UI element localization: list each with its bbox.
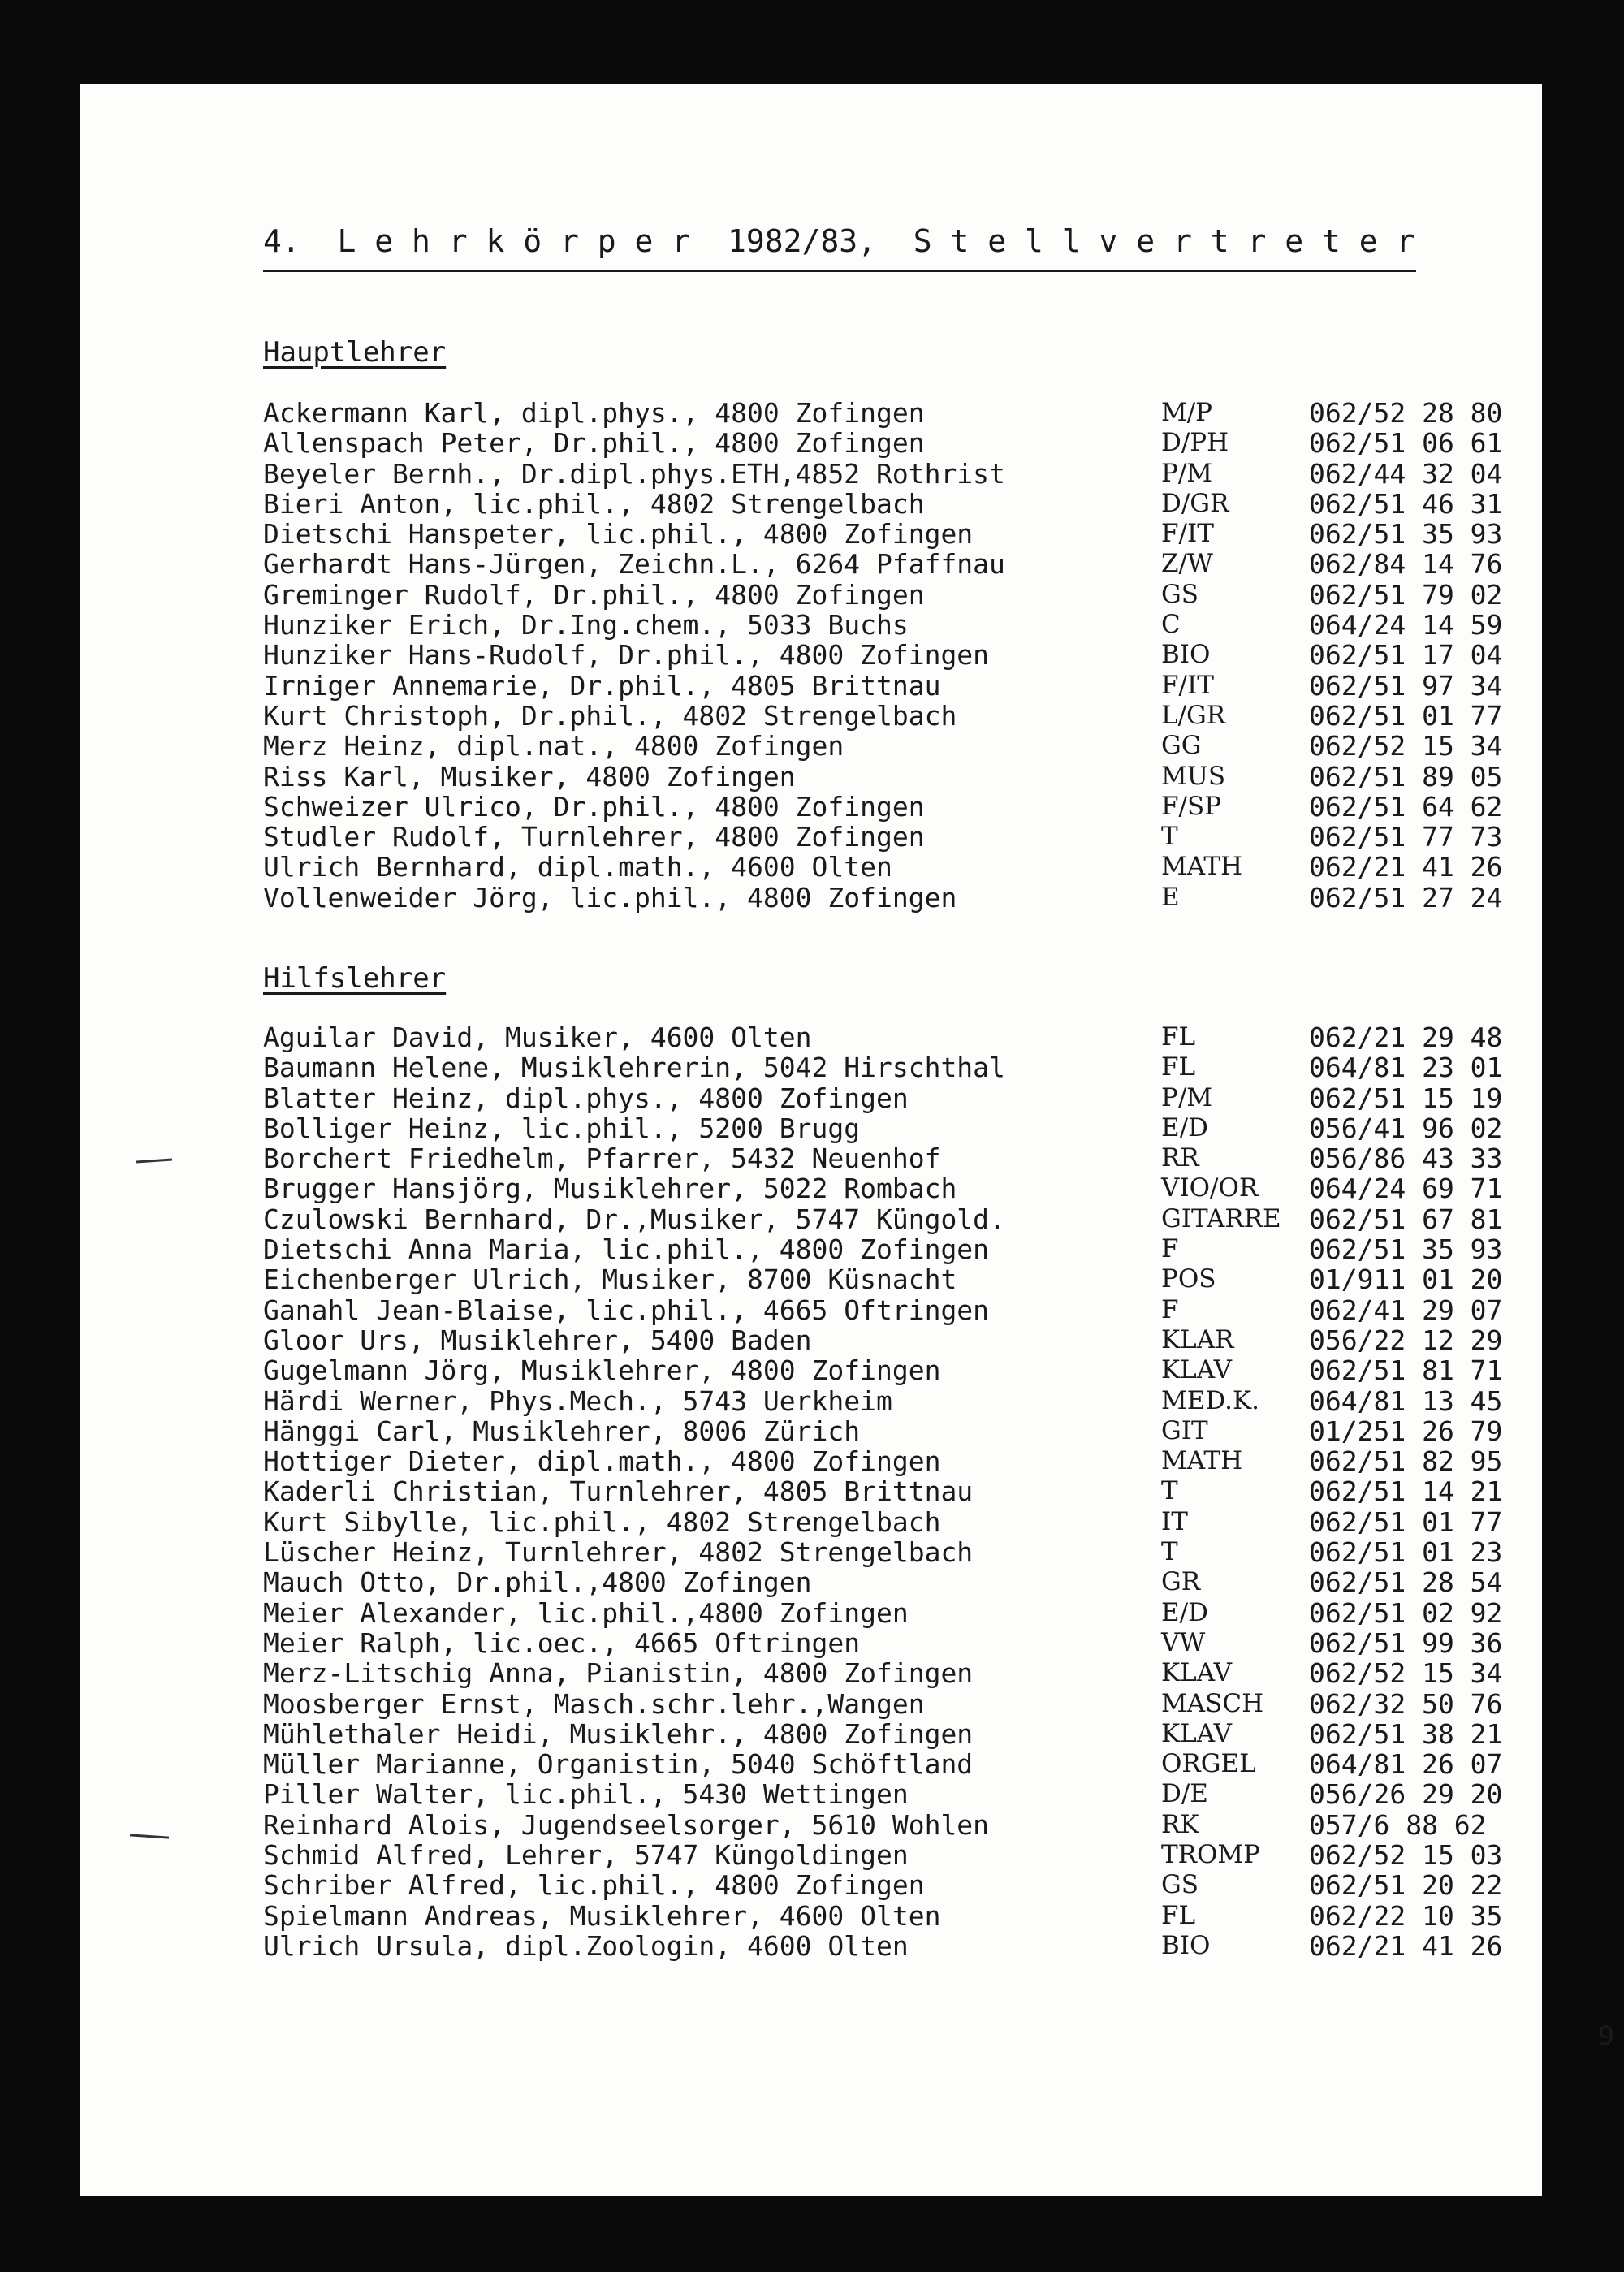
teacher-phone: 062/51 99 36	[1309, 1626, 1503, 1659]
teacher-row	[263, 671, 1546, 701]
teacher-name: Piller Walter, lic.phil., 5430 Wettingen	[263, 1778, 909, 1811]
teacher-row	[263, 1658, 1546, 1688]
teacher-subject: VW	[1161, 1627, 1206, 1657]
teacher-phone: 062/32 50 76	[1309, 1687, 1503, 1720]
teacher-phone: 062/84 14 76	[1309, 548, 1503, 581]
teacher-phone: 062/51 97 34	[1309, 669, 1503, 702]
page-number: 9	[1598, 2020, 1615, 2051]
teacher-name: Bieri Anton, lic.phil., 4802 Strengelbach	[263, 487, 925, 520]
teacher-subject: E/D	[1161, 1112, 1208, 1142]
teacher-subject: TROMP	[1161, 1840, 1261, 1870]
teacher-row	[263, 1295, 1546, 1325]
teacher-phone: 064/81 26 07	[1309, 1748, 1503, 1781]
teacher-subject: E/D	[1161, 1597, 1208, 1627]
teacher-name: Mühlethaler Heidi, Musiklehr., 4800 Zofingen	[263, 1717, 974, 1750]
teacher-row	[263, 1598, 1546, 1628]
teacher-subject: KLAV	[1161, 1658, 1232, 1688]
teacher-subject: POS	[1161, 1264, 1216, 1294]
teacher-name: Gloor Urs, Musiklehrer, 5400 Baden	[263, 1324, 812, 1356]
teacher-row	[263, 883, 1546, 913]
teacher-subject: D/GR	[1161, 488, 1229, 518]
teacher-phone: 062/51 81 71	[1309, 1354, 1503, 1387]
teacher-phone: 062/51 27 24	[1309, 881, 1503, 914]
teacher-name: Irniger Annemarie, Dr.phil., 4805 Brittnau	[263, 669, 941, 702]
teacher-phone: 062/51 77 73	[1309, 821, 1503, 853]
teacher-name: Merz-Litschig Anna, Pianistin, 4800 Zofingen	[263, 1657, 974, 1690]
teacher-subject: GIT	[1161, 1415, 1208, 1445]
teacher-phone: 062/51 38 21	[1309, 1717, 1503, 1750]
teacher-subject: KLAR	[1161, 1324, 1234, 1354]
teacher-phone: 062/52 15 34	[1309, 730, 1503, 762]
teacher-subject: L/GR	[1161, 700, 1226, 730]
page-content	[263, 84, 1615, 2196]
teacher-phone: 062/51 46 31	[1309, 487, 1503, 520]
teacher-subject: MATH	[1161, 852, 1243, 882]
teacher-row	[263, 731, 1546, 761]
teacher-name: Hunziker Hans-Rudolf, Dr.phil., 4800 Zofingen	[263, 639, 990, 672]
teacher-row	[263, 610, 1546, 640]
teacher-subject: KLAV	[1161, 1355, 1232, 1385]
teacher-phone: 01/251 26 79	[1309, 1415, 1503, 1447]
teacher-subject: IT	[1161, 1506, 1188, 1536]
teacher-row	[263, 1143, 1546, 1173]
teacher-phone: 064/81 13 45	[1309, 1384, 1503, 1417]
teacher-name: Allenspach Peter, Dr.phil., 4800 Zofingen	[263, 427, 925, 460]
teacher-phone: 064/81 23 01	[1309, 1052, 1503, 1084]
teacher-name: Vollenweider Jörg, lic.phil., 4800 Zofingen	[263, 881, 957, 914]
teacher-name: Gugelmann Jörg, Musiklehrer, 4800 Zofingen	[263, 1354, 941, 1387]
teacher-name: Spielmann Andreas, Musiklehrer, 4600 Olten	[263, 1899, 941, 1932]
teacher-row	[263, 580, 1546, 610]
teacher-subject: F	[1161, 1234, 1179, 1264]
teacher-row	[263, 1022, 1546, 1052]
teacher-name: Hunziker Erich, Dr.Ing.chem., 5033 Buchs	[263, 609, 909, 641]
teacher-row	[263, 1689, 1546, 1719]
teacher-row	[263, 701, 1546, 731]
teacher-subject: FL	[1161, 1052, 1196, 1082]
teacher-subject: BIO	[1161, 1930, 1211, 1960]
teacher-phone: 056/41 96 02	[1309, 1112, 1503, 1144]
teacher-row	[263, 1234, 1546, 1264]
teacher-name: Ackermann Karl, dipl.phys., 4800 Zofingen	[263, 397, 925, 429]
teacher-subject: FL	[1161, 1900, 1196, 1930]
teacher-subject: D/E	[1161, 1779, 1208, 1809]
teacher-phone: 062/51 15 19	[1309, 1082, 1503, 1114]
teacher-subject: C	[1161, 610, 1181, 640]
teacher-subject: D/PH	[1161, 428, 1229, 458]
title-underline	[263, 270, 1416, 272]
teacher-phone: 062/51 14 21	[1309, 1475, 1503, 1508]
teacher-phone: 062/52 15 34	[1309, 1657, 1503, 1690]
teacher-row	[263, 1446, 1546, 1476]
section-heading-hauptlehrer: Hauptlehrer	[263, 336, 447, 369]
teacher-subject: F/IT	[1161, 670, 1214, 700]
teacher-name: Eichenberger Ulrich, Musiker, 8700 Küsnacht	[263, 1263, 957, 1296]
teacher-list-hauptlehrer	[263, 398, 1546, 913]
teacher-phone: 056/22 12 29	[1309, 1324, 1503, 1356]
teacher-name: Blatter Heinz, dipl.phys., 4800 Zofingen	[263, 1082, 909, 1114]
teacher-name: Baumann Helene, Musiklehrerin, 5042 Hirschthal	[263, 1052, 1005, 1084]
teacher-name: Borchert Friedhelm, Pfarrer, 5432 Neuenhof	[263, 1142, 941, 1175]
teacher-row	[263, 1537, 1546, 1567]
teacher-subject: GITARRE	[1161, 1203, 1281, 1233]
teacher-row	[263, 1567, 1546, 1597]
teacher-row	[263, 640, 1546, 670]
teacher-subject: FL	[1161, 1022, 1196, 1052]
teacher-row	[263, 1901, 1546, 1931]
document-page	[80, 84, 1615, 2196]
teacher-name: Mauch Otto, Dr.phil.,4800 Zofingen	[263, 1566, 812, 1599]
teacher-subject: MED.K.	[1161, 1385, 1259, 1415]
teacher-row	[263, 1204, 1546, 1234]
teacher-name: Gerhardt Hans-Jürgen, Zeichn.L., 6264 Pfaffnau	[263, 548, 1005, 581]
teacher-phone: 062/51 28 54	[1309, 1566, 1503, 1599]
teacher-phone: 062/22 10 35	[1309, 1899, 1503, 1932]
teacher-row	[263, 1719, 1546, 1749]
teacher-subject: RR	[1161, 1143, 1199, 1173]
teacher-subject: GG	[1161, 731, 1202, 761]
teacher-subject: BIO	[1161, 640, 1211, 670]
teacher-row	[263, 792, 1546, 822]
teacher-row	[263, 549, 1546, 579]
teacher-subject: ORGEL	[1161, 1749, 1256, 1779]
teacher-row	[263, 1416, 1546, 1446]
teacher-row	[263, 1476, 1546, 1506]
teacher-phone: 064/24 14 59	[1309, 609, 1503, 641]
teacher-name: Kaderli Christian, Turnlehrer, 4805 Brittnau	[263, 1475, 974, 1508]
teacher-phone: 062/51 01 77	[1309, 699, 1503, 732]
section-heading-hilfslehrer: Hilfslehrer	[263, 962, 447, 995]
teacher-name: Lüscher Heinz, Turnlehrer, 4802 Strengelbach	[263, 1536, 974, 1569]
teacher-name: Hänggi Carl, Musiklehrer, 8006 Zürich	[263, 1415, 861, 1447]
teacher-row	[263, 1173, 1546, 1203]
teacher-subject: M/P	[1161, 398, 1213, 427]
teacher-phone: 062/52 15 03	[1309, 1839, 1503, 1872]
teacher-phone: 01/911 01 20	[1309, 1263, 1503, 1296]
teacher-phone: 062/51 01 23	[1309, 1536, 1503, 1569]
teacher-subject: F	[1161, 1294, 1179, 1324]
teacher-phone: 062/52 28 80	[1309, 397, 1503, 429]
teacher-subject: Z/W	[1161, 549, 1213, 579]
teacher-subject: MUS	[1161, 761, 1226, 791]
teacher-row	[263, 852, 1546, 882]
teacher-name: Ganahl Jean-Blaise, lic.phil., 4665 Oftringen	[263, 1294, 990, 1326]
teacher-row	[263, 1052, 1546, 1082]
teacher-phone: 062/51 06 61	[1309, 427, 1503, 460]
teacher-row	[263, 1386, 1546, 1416]
teacher-row	[263, 519, 1546, 549]
teacher-name: Brugger Hansjörg, Musiklehrer, 5022 Rombach	[263, 1173, 957, 1205]
teacher-name: Kurt Christoph, Dr.phil., 4802 Strengelbach	[263, 699, 957, 732]
teacher-subject: GR	[1161, 1567, 1201, 1597]
teacher-subject: KLAV	[1161, 1718, 1232, 1748]
teacher-phone: 062/51 64 62	[1309, 790, 1503, 823]
teacher-name: Bolliger Heinz, lic.phil., 5200 Brugg	[263, 1112, 861, 1144]
page-title: 4. L e h r k ö r p e r 1982/83, S t e l l v e r t r e t e r	[263, 223, 1415, 259]
teacher-row	[263, 1264, 1546, 1294]
teacher-name: Meier Ralph, lic.oec., 4665 Oftringen	[263, 1626, 861, 1659]
teacher-list-hilfslehrer	[263, 1022, 1546, 1961]
teacher-name: Schmid Alfred, Lehrer, 5747 Küngoldingen	[263, 1839, 909, 1872]
teacher-phone: 062/51 20 22	[1309, 1869, 1503, 1902]
teacher-subject: RK	[1161, 1809, 1199, 1839]
teacher-name: Meier Alexander, lic.phil.,4800 Zofingen	[263, 1596, 909, 1629]
teacher-row	[263, 1355, 1546, 1385]
teacher-subject: F/SP	[1161, 791, 1222, 821]
teacher-name: Dietschi Anna Maria, lic.phil., 4800 Zofingen	[263, 1233, 990, 1266]
teacher-phone: 062/51 02 92	[1309, 1596, 1503, 1629]
teacher-phone: 062/21 41 26	[1309, 1929, 1503, 1962]
teacher-name: Müller Marianne, Organistin, 5040 Schöftland	[263, 1748, 974, 1781]
teacher-row	[263, 1325, 1546, 1355]
teacher-row	[263, 398, 1546, 428]
teacher-subject: GS	[1161, 579, 1199, 609]
teacher-subject: P/M	[1161, 458, 1213, 488]
teacher-subject: VIO/OR	[1161, 1173, 1259, 1203]
teacher-name: Merz Heinz, dipl.nat., 4800 Zofingen	[263, 730, 844, 762]
teacher-phone: 057/6 88 62	[1309, 1808, 1487, 1841]
teacher-subject: GS	[1161, 1870, 1199, 1900]
teacher-name: Beyeler Bernh., Dr.dipl.phys.ETH,4852 Rothrist	[263, 457, 1005, 490]
teacher-phone: 056/26 29 20	[1309, 1778, 1503, 1811]
teacher-row	[263, 1507, 1546, 1537]
teacher-row	[263, 1931, 1546, 1961]
teacher-phone: 064/24 69 71	[1309, 1173, 1503, 1205]
teacher-name: Moosberger Ernst, Masch.schr.lehr.,Wangen	[263, 1687, 925, 1720]
teacher-name: Dietschi Hanspeter, lic.phil., 4800 Zofingen	[263, 518, 974, 551]
teacher-phone: 062/44 32 04	[1309, 457, 1503, 490]
teacher-phone: 062/51 35 93	[1309, 518, 1503, 551]
teacher-name: Schriber Alfred, lic.phil., 4800 Zofingen	[263, 1869, 925, 1902]
teacher-subject: F/IT	[1161, 519, 1214, 549]
teacher-row	[263, 1083, 1546, 1113]
teacher-phone: 062/41 29 07	[1309, 1294, 1503, 1326]
teacher-subject: T	[1161, 822, 1178, 852]
teacher-row	[263, 459, 1546, 489]
teacher-phone: 062/51 35 93	[1309, 1233, 1503, 1266]
teacher-row	[263, 1779, 1546, 1809]
teacher-subject: T	[1161, 1537, 1178, 1567]
teacher-row	[263, 428, 1546, 458]
teacher-phone: 062/51 79 02	[1309, 578, 1503, 611]
teacher-row	[263, 822, 1546, 852]
teacher-name: Czulowski Bernhard, Dr.,Musiker, 5747 Küngold.	[263, 1203, 1005, 1235]
teacher-phone: 062/51 67 81	[1309, 1203, 1503, 1235]
teacher-row	[263, 1113, 1546, 1143]
teacher-phone: 056/86 43 33	[1309, 1142, 1503, 1175]
teacher-row	[263, 1810, 1546, 1840]
teacher-subject: T	[1161, 1476, 1178, 1506]
teacher-row	[263, 1870, 1546, 1900]
teacher-phone: 062/51 01 77	[1309, 1505, 1503, 1538]
teacher-name: Greminger Rudolf, Dr.phil., 4800 Zofingen	[263, 578, 925, 611]
teacher-name: Aguilar David, Musiker, 4600 Olten	[263, 1022, 812, 1053]
teacher-phone: 062/51 89 05	[1309, 760, 1503, 793]
teacher-name: Riss Karl, Musiker, 4800 Zofingen	[263, 760, 796, 793]
teacher-subject: MATH	[1161, 1446, 1243, 1476]
teacher-row	[263, 489, 1546, 519]
teacher-row	[263, 762, 1546, 792]
teacher-name: Studler Rudolf, Turnlehrer, 4800 Zofingen	[263, 821, 925, 853]
teacher-subject: E	[1161, 882, 1180, 912]
teacher-name: Ulrich Bernhard, dipl.math., 4600 Olten	[263, 851, 892, 883]
teacher-name: Reinhard Alois, Jugendseelsorger, 5610 Wohlen	[263, 1808, 990, 1841]
teacher-subject: MASCH	[1161, 1688, 1264, 1718]
teacher-row	[263, 1628, 1546, 1658]
teacher-name: Hottiger Dieter, dipl.math., 4800 Zofingen	[263, 1445, 941, 1478]
teacher-phone: 062/21 41 26	[1309, 851, 1503, 883]
teacher-subject: P/M	[1161, 1082, 1213, 1112]
teacher-name: Kurt Sibylle, lic.phil., 4802 Strengelbach	[263, 1505, 941, 1538]
teacher-phone: 062/51 17 04	[1309, 639, 1503, 672]
teacher-phone: 062/51 82 95	[1309, 1445, 1503, 1478]
teacher-name: Ulrich Ursula, dipl.Zoologin, 4600 Olten	[263, 1929, 909, 1962]
teacher-row	[263, 1749, 1546, 1779]
teacher-row	[263, 1840, 1546, 1870]
teacher-name: Schweizer Ulrico, Dr.phil., 4800 Zofingen	[263, 790, 925, 823]
teacher-phone: 062/21 29 48	[1309, 1022, 1503, 1053]
teacher-name: Härdi Werner, Phys.Mech., 5743 Uerkheim	[263, 1384, 892, 1417]
